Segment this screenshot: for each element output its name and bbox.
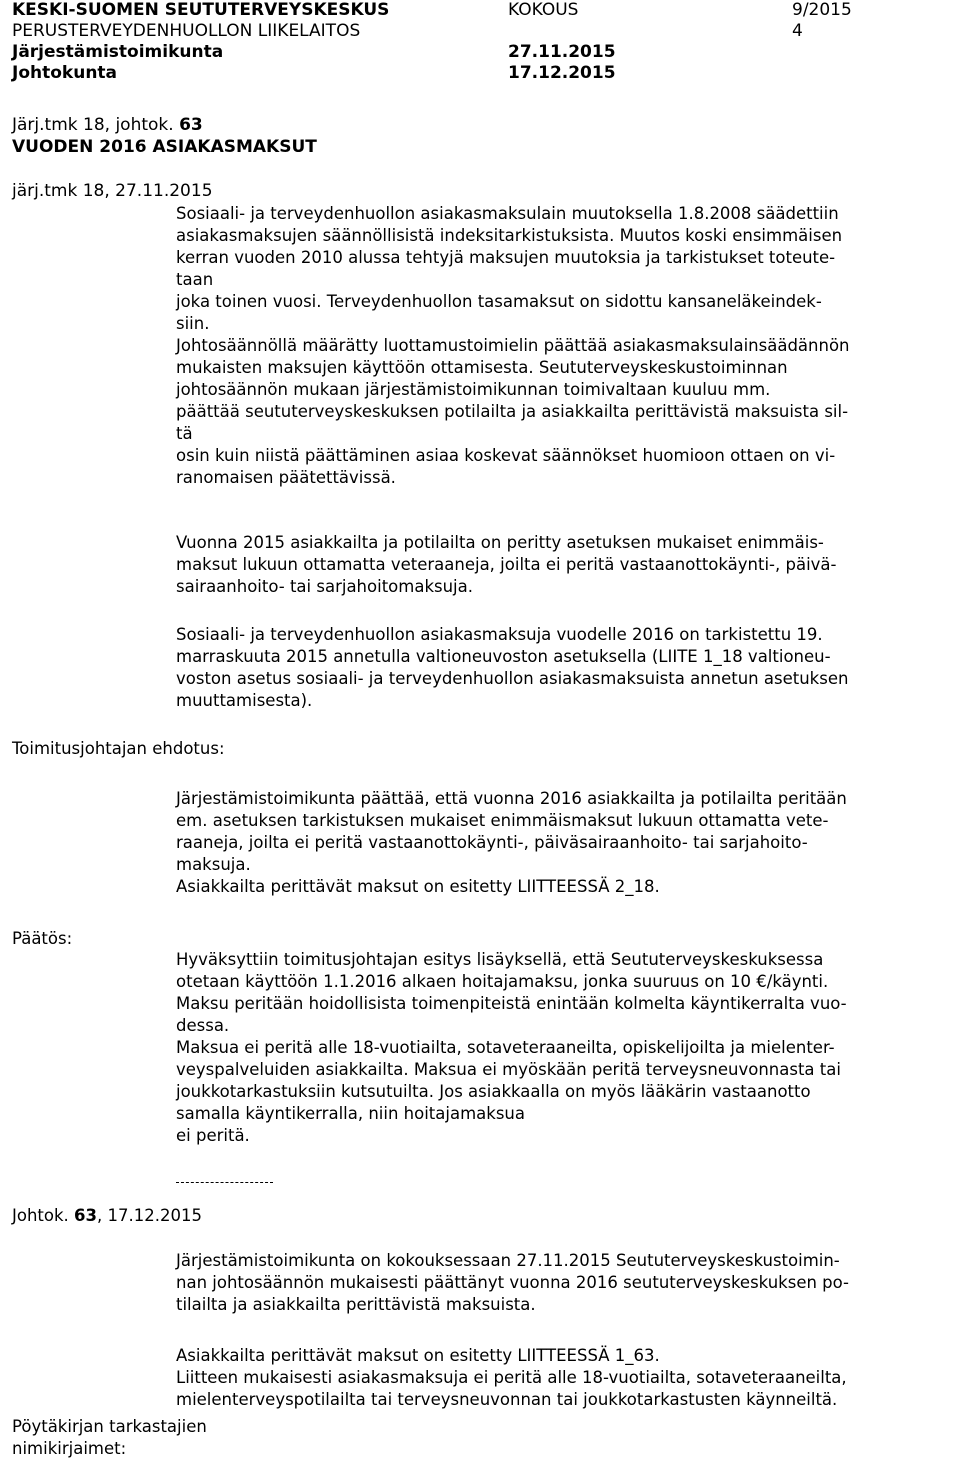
case-reference: Järj.tmk 18, johtok. 63 <box>12 115 203 135</box>
meeting-label: KOKOUS <box>508 0 579 20</box>
paragraph-proposal: Järjestämistoimikunta päättää, että vuonna 2016 asiakkailta ja potilailta peritään em. asetuksen tarkistuksen mukaiset enimmäismaksut lukuun ottamatta vete- raaneja, joilta ei peritä vastaanottokäynti-, päiväsairaanhoito- tai sarjahoito- maksuja. Asiakkailta perittävät maksut on esitetty LIITTEESSÄ 2_18. <box>176 789 847 896</box>
unit-name: PERUSTERVEYDENHUOLLON LIIKELAITOS <box>12 21 361 41</box>
label-board-reference: Johtok. 63, 17.12.2015 <box>12 1206 202 1225</box>
body1-name: Järjestämistoimikunta <box>12 42 224 62</box>
body2-name: Johtokunta <box>12 63 118 83</box>
page-number: 4 <box>792 21 803 41</box>
separator-line <box>176 1182 273 1183</box>
paragraph-background: Sosiaali- ja terveydenhuollon asiakasmaksulain muutoksella 1.8.2008 säädettiin asiakasmaksujen säännöllisistä indeksitarkistuksista. Muutos koski ensimmäisen kerran vuoden 2010 alussa tehtyjä maksujen muutoksia ja tarkistukset toteute- taan joka toinen vuosi. Terveydenhuollon tasamaksut on sidottu kansaneläkeindek- siin. Johtosäännöllä määrätty luottamustoimielin päättää asiakasmaksulainsäädännön mukaisten maksujen käyttöön ottamisesta. Seututerveyskeskustoiminnan johtosäännön mukaan järjestämistoimikunnan toimivaltaan kuuluu mm. päättää seututerveyskeskuksen potilailta ja asiakkailta perittävistä maksuista sil- tä osin kuin niistä päättäminen asiaa koskevat säännökset huomioon ottaen on vi- ranomaisen päätettävissä. <box>176 204 850 487</box>
body2-date: 17.12.2015 <box>508 63 616 83</box>
paragraph-2016-review: Sosiaali- ja terveydenhuollon asiakasmaksuja vuodelle 2016 on tarkistettu 19. marraskuuta 2015 annetulla valtioneuvoston asetuksella (LIITE 1_18 valtioneu- voston asetus sosiaali- ja terveydenhuollon asiakasmaksuista annetun asetuksen muuttamisesta). <box>176 625 849 710</box>
label-signatures: Pöytäkirjan tarkastajien nimikirjaimet: <box>12 1417 207 1458</box>
paragraph-attachment: Asiakkailta perittävät maksut on esitetty LIITTEESSÄ 1_63. Liitteen mukaisesti asiakasmaksuja ei peritä alle 18-vuotiailta, sotaveteraaneilta, mielenterveyspotilailta tai terveysneuvonnan tai joukkotarkastusten käynneiltä. <box>176 1346 847 1409</box>
sub-reference: järj.tmk 18, 27.11.2015 <box>12 181 213 201</box>
paragraph-board-summary: Järjestämistoimikunta on kokouksessaan 27.11.2015 Seututerveyskeskustoimin- nan johtosäännön mukaisesti päättänyt vuonna 2016 seututerveyskeskuksen po- tilailta ja asiakkailta perittävistä maksuista. <box>176 1251 850 1314</box>
case-title: VUODEN 2016 ASIAKASMAKSUT <box>12 137 317 157</box>
label-proposal: Toimitusjohtajan ehdotus: <box>12 739 225 758</box>
label-decision: Päätös: <box>12 929 73 948</box>
paragraph-decision: Hyväksyttiin toimitusjohtajan esitys lisäyksellä, että Seututerveyskeskuksessa otetaan käyttöön 1.1.2016 alkaen hoitajamaksu, jonka suuruus on 10 €/käynti. Maksu peritään hoidollisista toimenpiteistä enintään kolmelta käyntikerralta vuo- dessa. Maksua ei peritä alle 18-vuotiailta, sotaveteraaneilta, opiskelijoilta ja mielenter- veyspalveluiden asiakkailta. Maksua ei myöskään peritä terveysneuvonnasta tai joukkotarkastuksiin kutsutuilta. Jos asiakkaalla on myös lääkärin vastaanotto samalla käyntikerralla, niin hoitajamaksua ei peritä. <box>176 950 847 1145</box>
paragraph-2015-fees: Vuonna 2015 asiakkailta ja potilailta on peritty asetuksen mukaiset enimmäis- maksut lukuun ottamatta veteraaneja, joilta ei peritä vastaanottokäynti-, päivä- sairaanhoito- tai sarjahoitomaksuja. <box>176 533 837 596</box>
case-heading <box>12 114 317 158</box>
document-header <box>12 0 952 84</box>
org-name: KESKI-SUOMEN SEUTUTERVEYSKESKUS <box>12 0 390 20</box>
body1-date: 27.11.2015 <box>508 42 616 62</box>
meeting-number: 9/2015 <box>792 0 852 20</box>
